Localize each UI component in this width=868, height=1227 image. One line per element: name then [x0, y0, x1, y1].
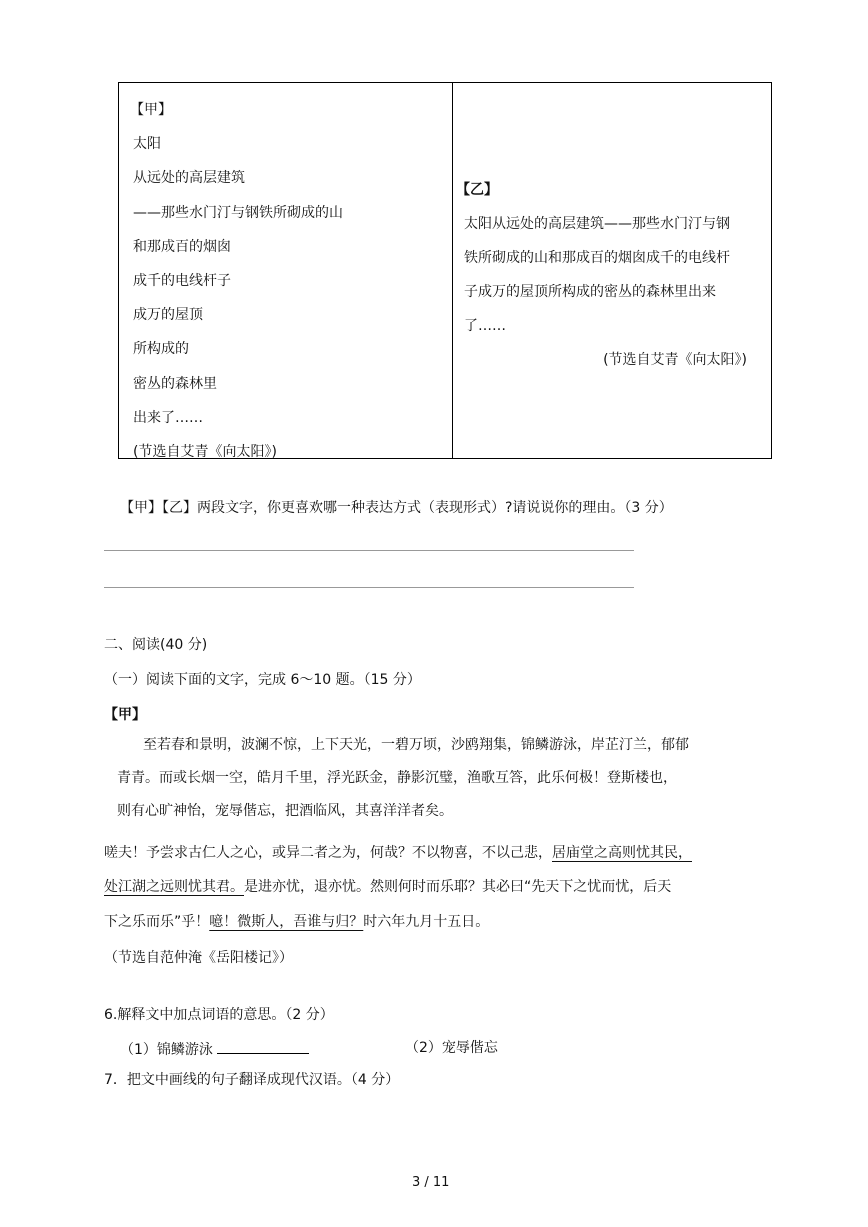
- cell-jia-line: 密丛的森林里: [133, 375, 217, 392]
- question-6-item-1: [120, 1037, 309, 1059]
- underlined-sentence: 居庙堂之高则忧其民，: [552, 845, 692, 861]
- passage-header: 【甲】: [104, 707, 146, 723]
- cell-yi-source: (节选自艾青《向太阳》): [603, 352, 747, 368]
- cell-yi-header: 【乙】: [456, 182, 498, 198]
- cell-jia-line: 成万的屋顶: [133, 307, 203, 324]
- plain-text: 嗟夫！予尝求古仁人之心，或异二者之为，何哉？不以物喜，不以己悲，: [104, 845, 552, 861]
- passage-line: 青青。而或长烟一空，皓月千里，浮光跃金，静影沉璧，渔歌互答，此乐何极！登斯楼也，: [117, 770, 677, 786]
- cell-jia-line: 成千的电线杆子: [133, 272, 231, 289]
- cell-yi-line: 子成万的屋顶所构成的密丛的森林里出来: [464, 284, 716, 300]
- question-6-item-2: （2）宠辱偕忘: [405, 1040, 498, 1056]
- table-cell-jia: [130, 93, 343, 469]
- cell-jia-line: ——那些水门汀与钢铁所砌成的山: [133, 204, 343, 221]
- cell-yi-line: 了……: [464, 318, 506, 334]
- part-intro: （一）阅读下面的文字，完成 6～10 题。（15 分）: [104, 672, 421, 688]
- cell-jia-line: 从远处的高层建筑: [133, 170, 245, 187]
- underlined-sentence: 噫！微斯人，吾谁与归？: [209, 914, 364, 930]
- item-label: （1）锦鳞游泳: [120, 1042, 213, 1058]
- compare-question: 【甲】【乙】两段文字，你更喜欢哪一种表达方式（表现形式）?请说说你的理由。（3 分）: [120, 500, 673, 516]
- passage-line: 则有心旷神怡，宠辱偕忘，把酒临风，其喜洋洋者矣。: [117, 803, 453, 819]
- cell-jia-line: 和那成百的烟囱: [133, 238, 231, 255]
- answer-line[interactable]: [104, 550, 634, 551]
- poem-comparison-table: [118, 82, 772, 459]
- passage-line: [104, 842, 692, 862]
- passage-source: （节选自范仲淹《岳阳楼记》）: [104, 950, 293, 966]
- plain-text: 下之乐而乐”乎！: [104, 914, 210, 930]
- passage-line: [104, 876, 671, 896]
- cell-yi-line: 铁所砌成的山和那成百的烟囱成千的电线杆: [464, 250, 730, 266]
- question-7-title: 7．把文中画线的句子翻译成现代汉语。（4 分）: [104, 1072, 400, 1088]
- section-title: 二、阅读(40 分): [104, 637, 208, 653]
- cell-jia-source: (节选自艾青《向太阳》): [133, 443, 277, 460]
- cell-jia-line: 出来了……: [133, 409, 203, 426]
- answer-blank[interactable]: [217, 1037, 309, 1054]
- passage-line: [104, 911, 489, 931]
- table-cell-yi: [456, 173, 759, 377]
- cell-jia-line: 所构成的: [133, 341, 189, 358]
- plain-text: 是进亦忧，退亦忧。然则何时而乐耶？其必曰“先天下之忧而忧，后天: [244, 879, 672, 895]
- passage-line: 至若春和景明，波澜不惊，上下天光，一碧万顷，沙鸥翔集，锦鳞游泳，岸芷汀兰，郁郁: [143, 737, 689, 753]
- table-divider: [452, 83, 453, 458]
- question-6-title: 6.解释文中加点词语的意思。（2 分）: [104, 1007, 334, 1023]
- answer-line[interactable]: [104, 587, 634, 588]
- cell-yi-line: 太阳从远处的高层建筑——那些水门汀与钢: [464, 216, 730, 232]
- cell-jia-line: 太阳: [133, 136, 161, 153]
- cell-jia-header: 【甲】: [130, 102, 172, 118]
- underlined-sentence: 处江湖之远则忧其君。: [104, 879, 244, 895]
- plain-text: 时六年九月十五日。: [363, 914, 490, 930]
- page-number: 3 / 11: [412, 1175, 450, 1190]
